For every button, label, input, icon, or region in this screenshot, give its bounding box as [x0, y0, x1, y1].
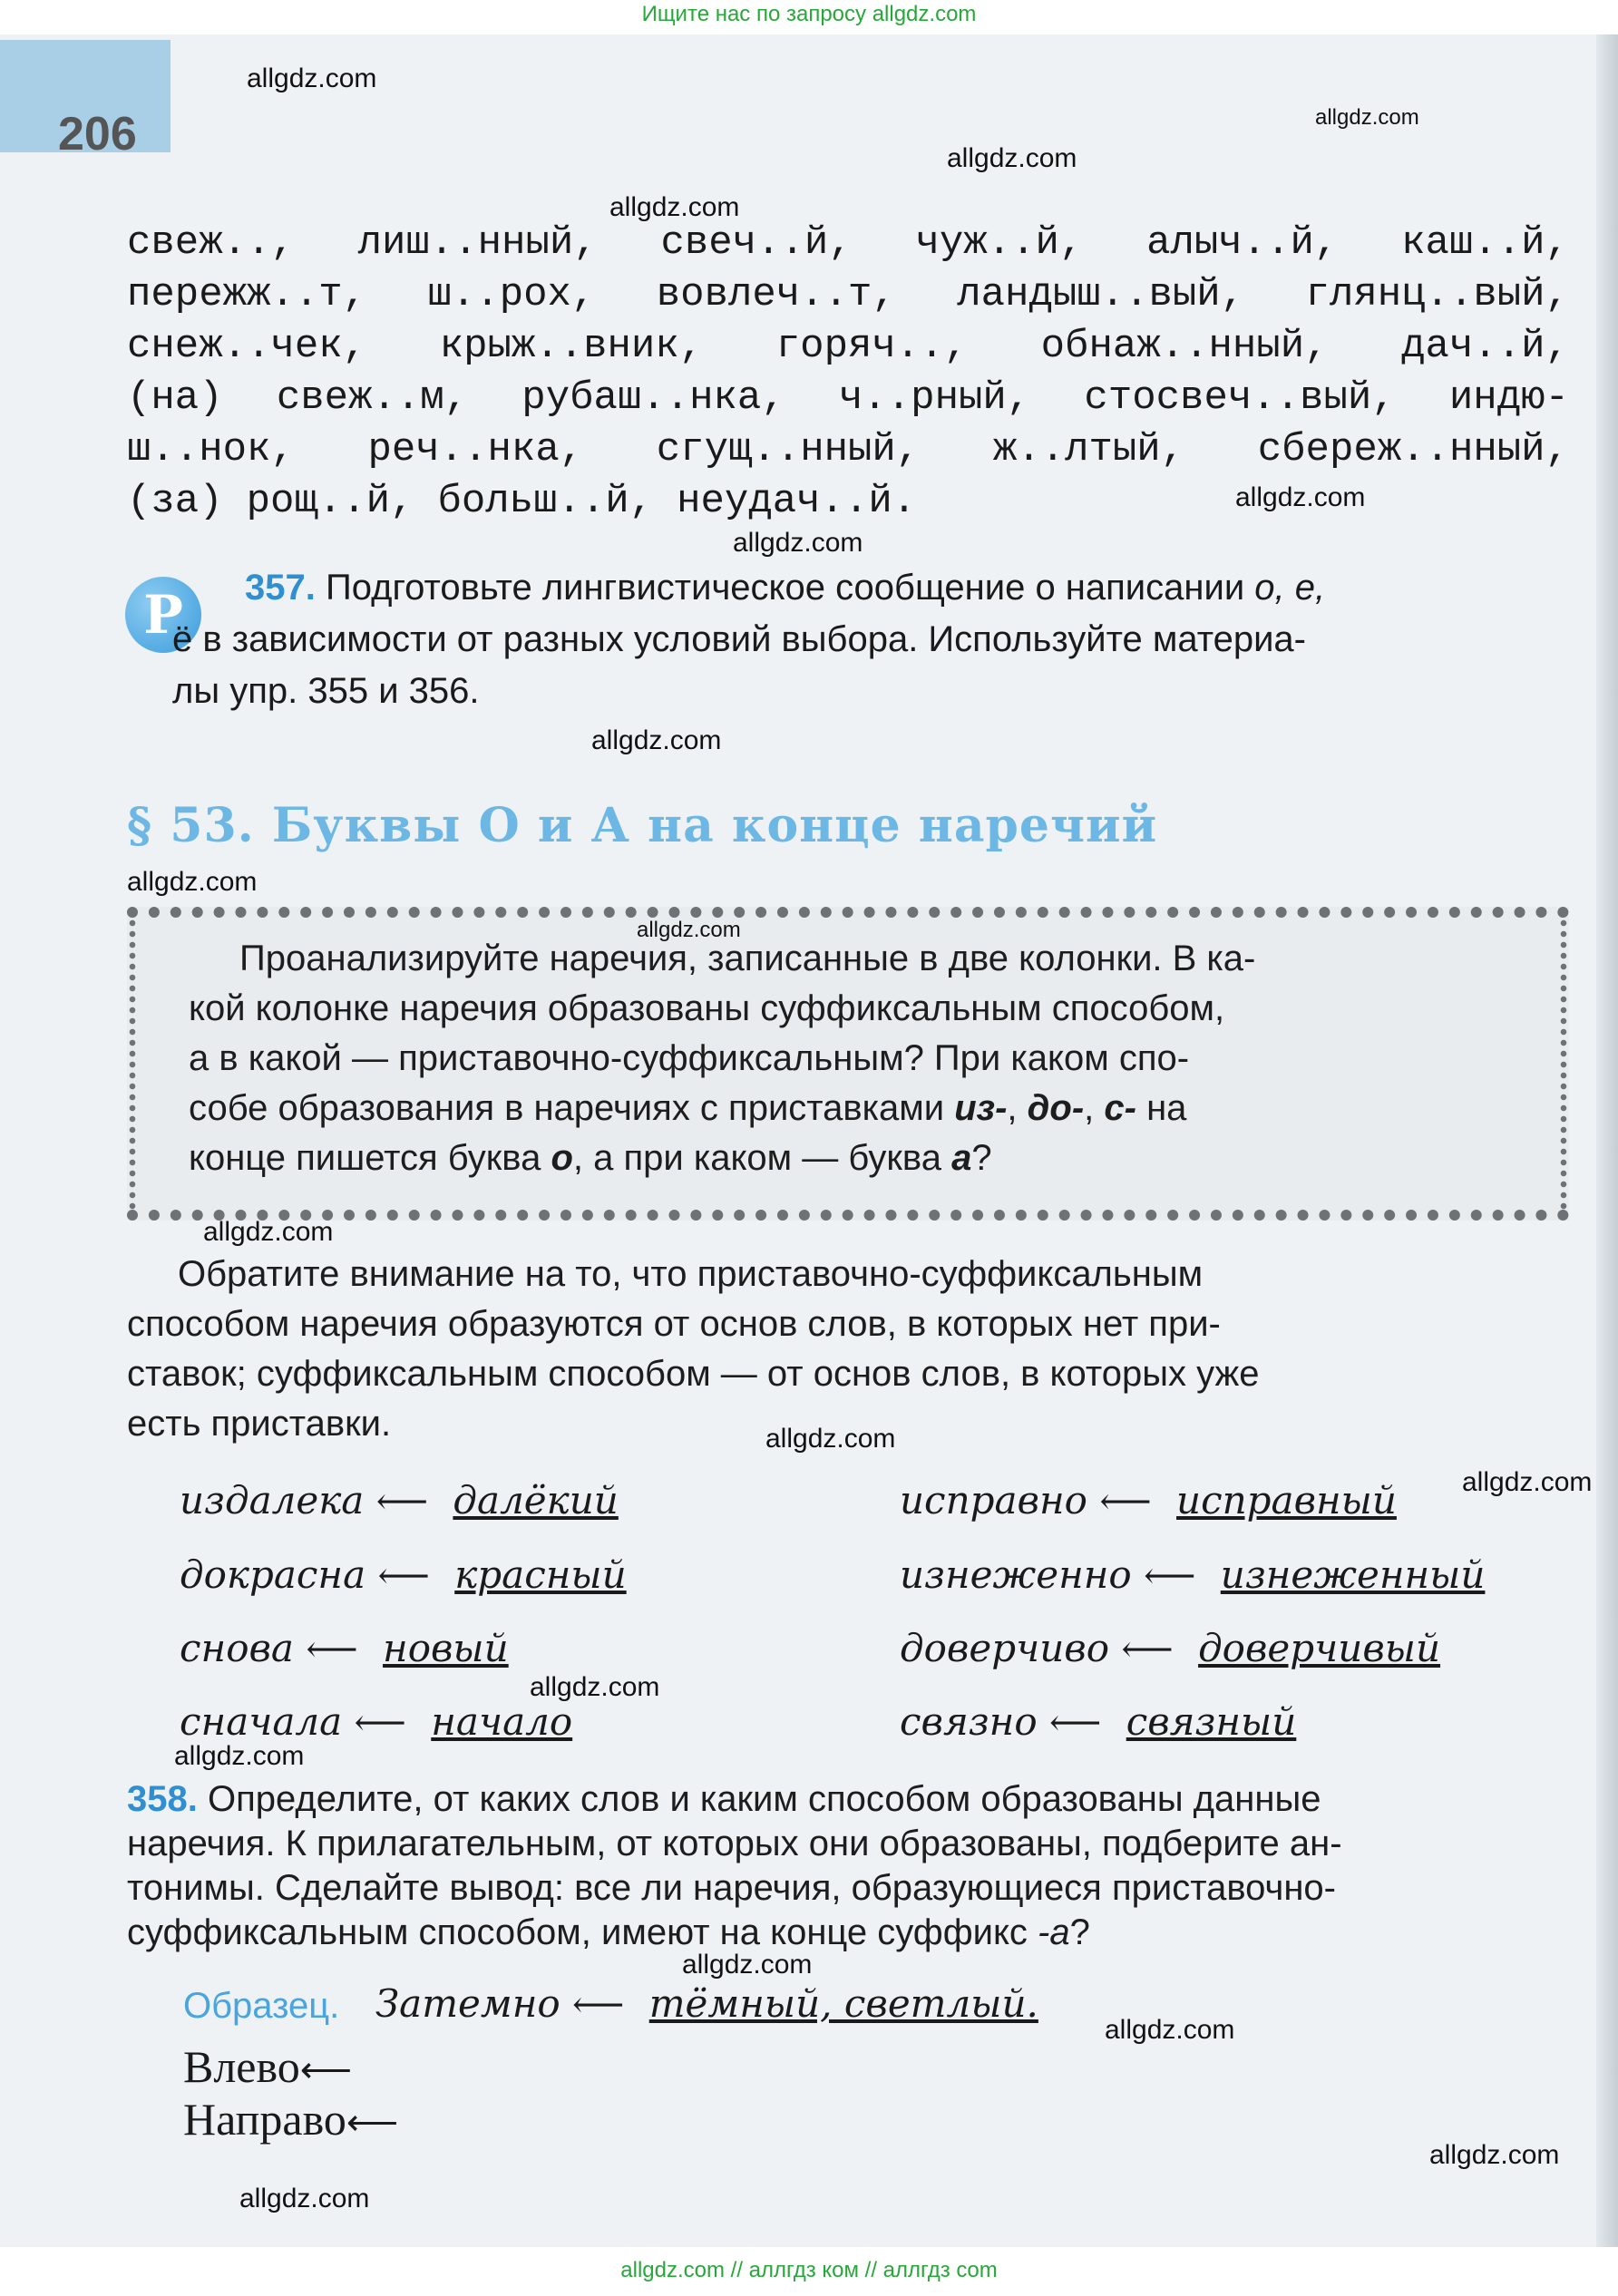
- watermark: allgdz.com: [127, 867, 258, 897]
- word: лиш..нный,: [357, 220, 598, 266]
- source-word: исправный: [1176, 1478, 1397, 1523]
- box-border-left: [127, 918, 138, 1210]
- watermark: allgdz.com: [682, 1950, 813, 1980]
- adverb: докрасна: [180, 1552, 366, 1597]
- word: алыч..й,: [1146, 220, 1339, 266]
- word: реч..нка,: [367, 427, 584, 472]
- watermark: allgdz.com: [1429, 2140, 1560, 2170]
- derivation-arrow-icon: ⟵: [375, 1481, 429, 1523]
- word: стосвеч..вый,: [1084, 375, 1396, 421]
- word-line: [127, 269, 1569, 321]
- right-pair-3: [900, 1626, 1440, 1670]
- page-edge-shadow: [1596, 34, 1618, 2247]
- word: сбереж..нный,: [1257, 427, 1569, 472]
- prefix-do: до-: [1027, 1088, 1085, 1128]
- exercise-text: ё в зависимости от разных условий выбора. Используйте материа-: [172, 619, 1306, 659]
- watermark: allgdz.com: [765, 1424, 896, 1454]
- word: крыж..вник,: [439, 324, 704, 369]
- sample-derivation: [375, 1981, 1038, 2026]
- exercise-357: [245, 562, 1569, 614]
- note-line: способом наречия образуются от основ слов, в которых нет при-: [127, 1304, 1221, 1344]
- adverb: изнеженно: [900, 1552, 1132, 1597]
- right-pair-2: [900, 1552, 1485, 1597]
- adverb: Затемно: [375, 1981, 560, 2026]
- exercise-357-cont: [172, 614, 1569, 717]
- note-line: Обратите внимание на то, что приставочно-суффиксальным: [178, 1254, 1204, 1294]
- left-pair-1: [180, 1478, 619, 1523]
- watermark: allgdz.com: [733, 528, 863, 558]
- word: свеч..й,: [660, 220, 853, 266]
- box-line: Проанализируйте наречия, записанные в две колонки. В ка-: [239, 939, 1256, 978]
- watermark: allgdz.com: [247, 63, 377, 93]
- source-word: новый: [383, 1626, 509, 1670]
- note-line: есть приставки.: [127, 1404, 392, 1444]
- top-banner[interactable]: Ищите нас по запросу allgdz.com: [641, 2, 977, 26]
- word: горяч..,: [775, 324, 969, 369]
- left-pair-3: [180, 1626, 509, 1670]
- word: обнаж..нный,: [1040, 324, 1329, 369]
- source-word: далёкий: [453, 1478, 619, 1523]
- right-pair-4: [900, 1699, 1296, 1744]
- watermark: allgdz.com: [609, 192, 740, 222]
- derivation-arrow-icon: ⟵: [1144, 1555, 1196, 1597]
- box-line: ?: [971, 1138, 992, 1178]
- source-word: изнеженный: [1220, 1552, 1486, 1597]
- word: глянц..вый,: [1305, 272, 1569, 317]
- word: (на): [127, 375, 223, 421]
- note-line: ставок; суффиксальным способом — от основ слов, в которых уже: [127, 1354, 1260, 1394]
- box-line: кой колонке наречия образованы суффиксальным способом,: [189, 988, 1225, 1028]
- watermark: allgdz.com: [1235, 482, 1366, 512]
- exercise-358: [127, 1777, 1569, 1955]
- speech-exercise-badge: Р: [125, 577, 201, 653]
- watermark: allgdz.com: [1315, 105, 1419, 130]
- watermark: allgdz.com: [637, 918, 741, 942]
- exercise-letters: о, е,: [1254, 568, 1326, 608]
- derivation-arrow-icon: ⟵: [572, 1984, 625, 2026]
- task-word-1: [183, 2040, 352, 2093]
- word: сгущ..нный,: [656, 427, 921, 472]
- derivation-arrow-icon: ⟵: [1049, 1702, 1102, 1744]
- derivation-arrow-icon: ⟵: [306, 1629, 358, 1670]
- letter-o: о: [551, 1138, 573, 1178]
- word: больш..й,: [437, 479, 654, 524]
- source-word: связный: [1126, 1699, 1297, 1744]
- rule-note: [127, 1250, 1569, 1449]
- watermark: allgdz.com: [530, 1672, 660, 1702]
- word-line: [127, 373, 1569, 424]
- word: чуж..й,: [915, 220, 1084, 266]
- prefix-iz: из-: [954, 1088, 1008, 1128]
- watermark: allgdz.com: [591, 725, 722, 755]
- word: ландыш..вый,: [957, 272, 1245, 317]
- exercise-text: Определите, от каких слов и каким способом образованы данные: [207, 1779, 1321, 1819]
- derivation-arrow-icon: ⟵: [1099, 1481, 1152, 1523]
- bottom-banner[interactable]: allgdz.com // аллгдз ком // аллгдз com: [620, 2258, 998, 2282]
- word-line: [127, 218, 1569, 269]
- source-word: начало: [431, 1699, 573, 1744]
- word: пережж..т,: [127, 272, 367, 317]
- word: свеж..,: [127, 220, 295, 266]
- derivation-arrow-icon: ⟵: [377, 1555, 430, 1597]
- word: ш..нок,: [127, 427, 295, 472]
- source-word: доверчивый: [1198, 1626, 1441, 1670]
- derivation-arrow-icon: ⟵: [299, 2049, 353, 2090]
- word: дач..й,: [1401, 324, 1569, 369]
- letter-a: а: [951, 1138, 972, 1178]
- word: рубаш..нка,: [521, 375, 785, 421]
- exercise-text: лы упр. 355 и 356.: [172, 671, 480, 711]
- task-word-2: [183, 2093, 398, 2145]
- word: неудач..й.: [677, 479, 917, 524]
- exercise-number: 358.: [127, 1779, 198, 1819]
- box-line: на: [1136, 1088, 1187, 1128]
- adverb: сначала: [180, 1699, 343, 1744]
- derivation-arrow-icon: ⟵: [346, 2102, 399, 2143]
- task-box-text: Проанализируйте наречия, записанные в две колонки. В ка- кой колонке наречия образованы суффиксальным способом, а в какой — приставочно-суффиксальным? При каком спо- собе образования в наречиях с приставками из-, до-, с- на конце пишется буква о, а при каком — буква а?: [189, 934, 1567, 1183]
- watermark: allgdz.com: [239, 2184, 370, 2213]
- derivation-arrow-icon: ⟵: [1121, 1629, 1174, 1670]
- box-line: собе образования в наречиях с приставками: [189, 1088, 955, 1128]
- adverb: издалека: [180, 1478, 365, 1523]
- word-list: [127, 218, 1569, 528]
- source-word: тёмный, светлый.: [648, 1981, 1038, 2026]
- task-word: Влево: [183, 2041, 300, 2092]
- adverb: исправно: [900, 1478, 1087, 1523]
- word: вовлеч..т,: [656, 272, 896, 317]
- watermark: allgdz.com: [1105, 2015, 1235, 2045]
- exercise-text: тонимы. Сделайте вывод: все ли наречия, образующиеся приставочно-: [127, 1868, 1336, 1908]
- left-pair-2: [180, 1552, 627, 1597]
- prefix-s: с-: [1104, 1088, 1136, 1128]
- watermark: allgdz.com: [203, 1217, 334, 1247]
- source-word: красный: [454, 1552, 627, 1597]
- suffix: -а: [1038, 1912, 1070, 1952]
- word: индю-: [1448, 375, 1569, 421]
- left-pair-4: [180, 1699, 572, 1744]
- derivation-arrow-icon: ⟵: [354, 1702, 406, 1744]
- word: (за): [127, 479, 223, 524]
- exercise-text: суффиксальным способом, имеют на конце суффикс: [127, 1912, 1038, 1952]
- adverb: снова: [180, 1626, 294, 1670]
- word: ч..рный,: [838, 375, 1031, 421]
- box-line: , а при каком — буква: [572, 1138, 952, 1178]
- word: рощ..й,: [246, 479, 414, 524]
- word: свеж..м,: [276, 375, 469, 421]
- box-line: конце пишется буква: [189, 1138, 551, 1178]
- exercise-text: Подготовьте лингвистическое сообщение о написании: [325, 568, 1255, 608]
- word: каш..й,: [1401, 220, 1569, 266]
- watermark: allgdz.com: [1462, 1467, 1593, 1497]
- word-line: [127, 321, 1569, 373]
- box-line: а в какой — приставочно-суффиксальным? При каком спо-: [189, 1038, 1190, 1078]
- page-number: 206: [58, 108, 137, 161]
- adverb: связно: [900, 1699, 1038, 1744]
- right-pair-1: [900, 1478, 1397, 1523]
- task-word: Направо: [183, 2094, 346, 2145]
- exercise-number: 357.: [245, 568, 316, 608]
- exercise-text: наречия. К прилагательным, от которых они образованы, подберите ан-: [127, 1824, 1342, 1863]
- adverb: доверчиво: [900, 1626, 1109, 1670]
- sample-label: Образец.: [183, 1986, 340, 2026]
- watermark: allgdz.com: [174, 1741, 305, 1771]
- word: ж..лтый,: [992, 427, 1185, 472]
- watermark: allgdz.com: [947, 143, 1077, 173]
- word: ш..рох,: [427, 272, 596, 317]
- word: снеж..чек,: [127, 324, 367, 369]
- section-title: § 53. Буквы О и А на конце наречий: [127, 798, 1158, 853]
- exercise-text: ?: [1069, 1912, 1090, 1952]
- word-line: [127, 424, 1569, 476]
